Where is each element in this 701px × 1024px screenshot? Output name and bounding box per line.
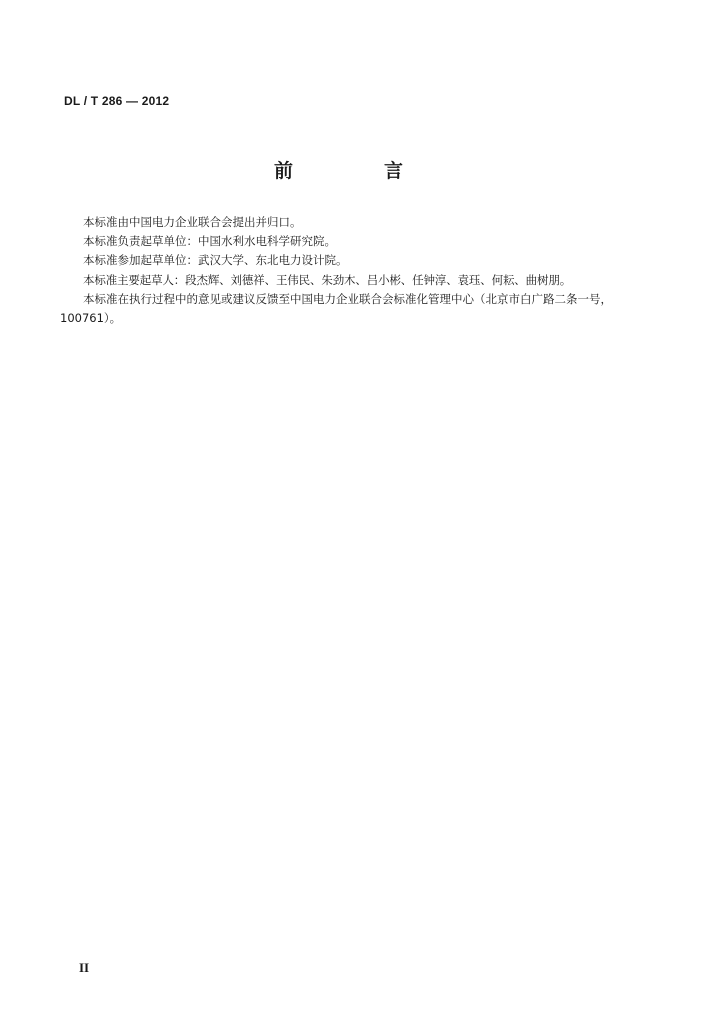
page-number: II	[79, 960, 90, 975]
paragraph-participating-drafters: 本标准参加起草单位：武汉大学、东北电力设计院。	[83, 253, 348, 268]
paragraph-main-authors: 本标准主要起草人：段杰辉、刘德祥、王伟民、朱劲木、吕小彬、任钟淳、袁珏、何耘、曲树朋。	[83, 272, 572, 287]
paragraph-lead-drafter: 本标准负责起草单位：中国水利水电科学研究院。	[83, 234, 336, 249]
paragraph-proposer: 本标准由中国电力企业联合会提出并归口。	[83, 215, 302, 229]
section-title: 前 言	[273, 160, 439, 182]
foreword-body	[60, 213, 660, 328]
paragraph-feedback: 本标准在执行过程中的意见或建议反馈至中国电力企业联合会标准化管理中心（北京市白广路二条一号，100761）。	[60, 291, 612, 326]
document-identifier: DL / T 286 — 2012	[64, 94, 170, 108]
